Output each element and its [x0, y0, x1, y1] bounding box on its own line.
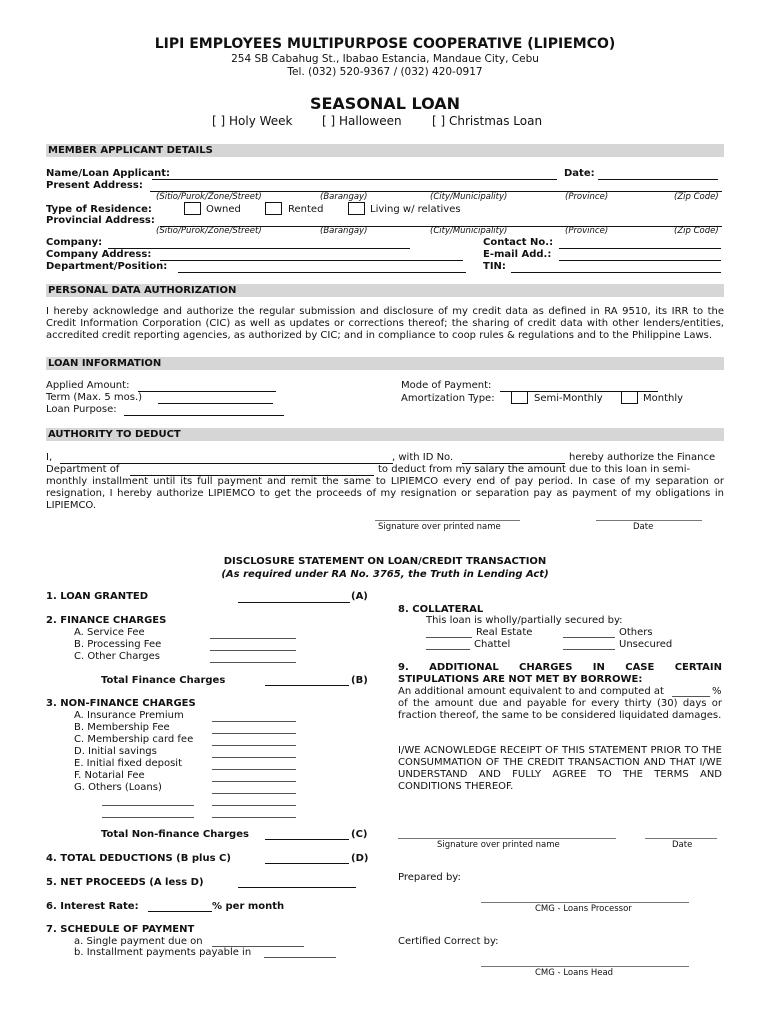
- membership-card-input[interactable]: [212, 745, 296, 746]
- head-signature-line[interactable]: [481, 966, 689, 967]
- applied-amount-input[interactable]: [138, 391, 276, 392]
- real-estate-label: Real Estate: [476, 627, 533, 638]
- total-finance-input[interactable]: [265, 685, 349, 686]
- sub-zip: (Zip Code): [674, 192, 719, 202]
- tin-label: TIN:: [483, 261, 506, 272]
- section-title: AUTHORITY TO DEDUCT: [48, 429, 181, 440]
- single-payment-label: a. Single payment due on: [74, 936, 203, 947]
- borrower-date-label: Date: [672, 840, 693, 850]
- date-signed-line[interactable]: [596, 520, 702, 521]
- fixed-deposit-input[interactable]: [212, 769, 296, 770]
- name-label: Name/Loan Applicant:: [46, 168, 171, 179]
- extra-item-2-amount[interactable]: [212, 817, 296, 818]
- section-title: LOAN INFORMATION: [48, 358, 162, 369]
- additional-rate-unit: %: [712, 686, 722, 697]
- contact-label: Contact No.:: [483, 237, 554, 248]
- email-input[interactable]: [559, 260, 721, 261]
- additional-charges-heading: 9. ADDITIONAL CHARGES IN CASE CERTAIN STIPULATIONS ARE NOT MET BY BORROWE:: [398, 662, 722, 685]
- others-collateral-input[interactable]: [563, 637, 615, 638]
- interest-rate-unit: % per month: [212, 901, 285, 912]
- chattel-label: Chattel: [474, 639, 511, 650]
- total-non-finance-input[interactable]: [265, 839, 349, 840]
- processing-fee-input[interactable]: [210, 650, 296, 651]
- other-charges-input[interactable]: [210, 662, 296, 663]
- section-header-loan: [46, 357, 724, 370]
- borrower-signature-label: Signature over printed name: [437, 840, 560, 850]
- section-header-member: [46, 144, 724, 157]
- interest-rate-input[interactable]: [148, 911, 212, 912]
- chattel-input[interactable]: [426, 649, 470, 650]
- real-estate-input[interactable]: [426, 637, 472, 638]
- collateral-text: This loan is wholly/partially secured by:: [426, 615, 623, 626]
- notarial-fee-input[interactable]: [212, 781, 296, 782]
- service-fee-input[interactable]: [210, 638, 296, 639]
- provincial-address-label: Provincial Address:: [46, 215, 155, 226]
- term-label: Term (Max. 5 mos.): [46, 392, 143, 403]
- sub-province: (Province): [565, 192, 609, 202]
- owned-checkbox[interactable]: [184, 202, 201, 215]
- interest-rate-label: 6. Interest Rate:: [46, 901, 139, 912]
- sub-zip: (Zip Code): [674, 226, 719, 236]
- initial-savings-label: D. Initial savings: [74, 746, 157, 757]
- section-header-deduct: [46, 428, 724, 441]
- sub-sitio: (Sitio/Purok/Zone/Street): [156, 192, 262, 202]
- loan-purpose-input[interactable]: [124, 415, 284, 416]
- living-relatives-label: Living w/ relatives: [370, 204, 461, 215]
- signature-line[interactable]: [375, 520, 520, 521]
- membership-label: B. Membership Fee: [74, 722, 170, 733]
- disclosure-subtitle: (As required under RA No. 3765, the Truth in Lending Act): [221, 569, 549, 580]
- company-input[interactable]: [108, 248, 410, 249]
- membership-input[interactable]: [212, 733, 296, 734]
- sub-city: (City/Municipality): [430, 192, 508, 202]
- company-address-input[interactable]: [160, 260, 463, 261]
- unsecured-label: Unsecured: [619, 639, 673, 650]
- processor-signature-line[interactable]: [481, 902, 689, 903]
- section-title: PERSONAL DATA AUTHORIZATION: [48, 285, 237, 296]
- loans-processor-label: CMG - Loans Processor: [535, 904, 632, 914]
- sub-city: (City/Municipality): [430, 226, 508, 236]
- deduct-text: monthly installment until its full payment and remit the same to LIPIEMCO every end of pay period. In case of my separation or resignation, I hereby authorize LIPIEMCO to get the proceeds of my resignation or separation pay as payment of my obligations in LIPIEMCO.: [46, 476, 724, 511]
- section-header-authorization: [46, 284, 724, 297]
- option-christmas-loan[interactable]: [ ] Christmas Loan: [432, 114, 543, 128]
- others-loans-input[interactable]: [212, 793, 296, 794]
- additional-charges-intro: An additional amount equivalent to and computed at: [398, 686, 664, 697]
- date-signed-label: Date: [633, 522, 654, 532]
- company-address-label: Company Address:: [46, 249, 152, 260]
- total-finance-label: Total Finance Charges: [101, 675, 226, 686]
- borrower-signature-line[interactable]: [398, 838, 616, 839]
- mode-of-payment-label: Mode of Payment:: [401, 380, 492, 391]
- mark-c: (C): [351, 829, 368, 840]
- installment-label: b. Installment payments payable in: [74, 947, 252, 958]
- monthly-label: Monthly: [643, 393, 684, 404]
- schedule-label: 7. SCHEDULE OF PAYMENT: [46, 924, 195, 935]
- mark-d: (D): [351, 853, 369, 864]
- term-input[interactable]: [158, 403, 273, 404]
- sub-barangay: (Barangay): [320, 192, 368, 202]
- acknowledgement-text: I/WE ACNOWLEDGE RECEIPT OF THIS STATEMENT PRIOR TO THE CONSUMMATION OF THE CREDIT TRANSACTION AND THAT I/WE UNDERSTAND AND FULLY AGREE TO THE TERMS AND CONDITIONS THEREOF.: [398, 745, 722, 792]
- date-input[interactable]: [598, 179, 718, 180]
- sub-province: (Province): [565, 226, 609, 236]
- semi-monthly-checkbox[interactable]: [511, 391, 528, 404]
- contact-input[interactable]: [559, 248, 721, 249]
- deduct-line2-end: to deduct from my salary the amount due to this loan in semi-: [378, 464, 691, 475]
- additional-charges-text: of the amount due and payable for every thirty (30) days or fraction thereof, the same to be considered liquidated damages.: [398, 698, 722, 721]
- additional-rate-input[interactable]: [672, 696, 710, 697]
- company-label: Company:: [46, 237, 103, 248]
- authorization-text: I hereby acknowledge and authorize the regular submission and disclosure of my credit data as defined in RA 9510, its IRR to the Credit Information Corporation (CIC) as well as updates or corrections thereof; the sharing of credit data with other lenders/entities, accredited credit reporting agencies, as authorized by CIC; and in compliance to coop rules & regulations and to the Philippine Laws.: [46, 306, 724, 341]
- service-fee-label: A. Service Fee: [74, 627, 145, 638]
- option-halloween[interactable]: [ ] Halloween: [322, 114, 402, 128]
- rented-checkbox[interactable]: [265, 202, 282, 215]
- total-deductions-label: 4. TOTAL DEDUCTIONS (B plus C): [46, 853, 231, 864]
- membership-card-label: C. Membership card fee: [74, 734, 194, 745]
- deduct-line1-id: , with ID No.: [392, 452, 454, 463]
- sub-sitio: (Sitio/Purok/Zone/Street): [156, 226, 262, 236]
- borrower-date-line[interactable]: [645, 838, 717, 839]
- net-proceeds-input[interactable]: [238, 887, 356, 888]
- department-input[interactable]: [178, 272, 466, 273]
- loan-granted-label: 1. LOAN GRANTED: [46, 591, 149, 602]
- others-loans-label: G. Others (Loans): [74, 782, 162, 793]
- living-relatives-checkbox[interactable]: [348, 202, 365, 215]
- initial-savings-input[interactable]: [212, 757, 296, 758]
- non-finance-label: 3. NON-FINANCE CHARGES: [46, 698, 196, 709]
- loan-purpose-label: Loan Purpose:: [46, 404, 117, 415]
- applied-amount-label: Applied Amount:: [46, 380, 130, 391]
- loans-head-label: CMG - Loans Head: [535, 968, 614, 978]
- department-label: Department/Position:: [46, 261, 168, 272]
- name-input[interactable]: [152, 179, 557, 180]
- deduct-line1-end: hereby authorize the Finance: [569, 452, 716, 463]
- mark-a: (A): [351, 591, 368, 602]
- extra-item-1-amount[interactable]: [212, 805, 296, 806]
- date-label: Date:: [564, 168, 595, 179]
- tin-input[interactable]: [511, 272, 721, 273]
- section-title: MEMBER APPLICANT DETAILS: [48, 145, 213, 156]
- semi-monthly-label: Semi-Monthly: [534, 393, 603, 404]
- net-proceeds-label: 5. NET PROCEEDS (A less D): [46, 877, 204, 888]
- org-name: LIPI EMPLOYEES MULTIPURPOSE COOPERATIVE (LIPIEMCO): [154, 36, 616, 52]
- org-address: 254 SB Cabahug St., Ibabao Estancia, Mandaue City, Cebu: [231, 53, 539, 65]
- unsecured-input[interactable]: [563, 649, 615, 650]
- disclosure-title: DISCLOSURE STATEMENT ON LOAN/CREDIT TRANSACTION: [223, 556, 547, 567]
- prepared-by-label: Prepared by:: [398, 872, 461, 883]
- finance-charges-label: 2. FINANCE CHARGES: [46, 615, 167, 626]
- signature-label: Signature over printed name: [378, 522, 501, 532]
- others-collateral-label: Others: [619, 627, 653, 638]
- processing-fee-label: B. Processing Fee: [74, 639, 162, 650]
- owned-label: Owned: [206, 204, 241, 215]
- notarial-fee-label: F. Notarial Fee: [74, 770, 145, 781]
- other-charges-label: C. Other Charges: [74, 651, 161, 662]
- collateral-label: 8. COLLATERAL: [398, 604, 484, 615]
- installment-input[interactable]: [264, 957, 336, 958]
- fixed-deposit-label: E. Initial fixed deposit: [74, 758, 182, 769]
- certified-by-label: Certified Correct by:: [398, 936, 499, 947]
- insurance-label: A. Insurance Premium: [74, 710, 184, 721]
- rented-label: Rented: [288, 204, 324, 215]
- deduct-line1-start: I,: [46, 452, 53, 463]
- residence-label: Type of Residence:: [46, 204, 152, 215]
- form-title: SEASONAL LOAN: [309, 94, 461, 113]
- present-address-label: Present Address:: [46, 180, 143, 191]
- email-label: E-mail Add.:: [483, 249, 552, 260]
- monthly-checkbox[interactable]: [621, 391, 638, 404]
- mark-b: (B): [351, 675, 368, 686]
- option-holy-week[interactable]: [ ] Holy Week: [212, 114, 293, 128]
- org-telephone: Tel. (032) 520-9367 / (032) 420-0917: [287, 66, 483, 78]
- loan-granted-input[interactable]: [238, 602, 350, 603]
- insurance-input[interactable]: [212, 721, 296, 722]
- amortization-type-label: Amortization Type:: [401, 393, 495, 404]
- sub-barangay: (Barangay): [320, 226, 368, 236]
- total-non-finance-label: Total Non-finance Charges: [101, 829, 249, 840]
- deduct-line2-start: Department of: [46, 464, 120, 475]
- extra-item-2-name[interactable]: [102, 817, 194, 818]
- total-deductions-input[interactable]: [265, 863, 349, 864]
- extra-item-1-name[interactable]: [102, 805, 194, 806]
